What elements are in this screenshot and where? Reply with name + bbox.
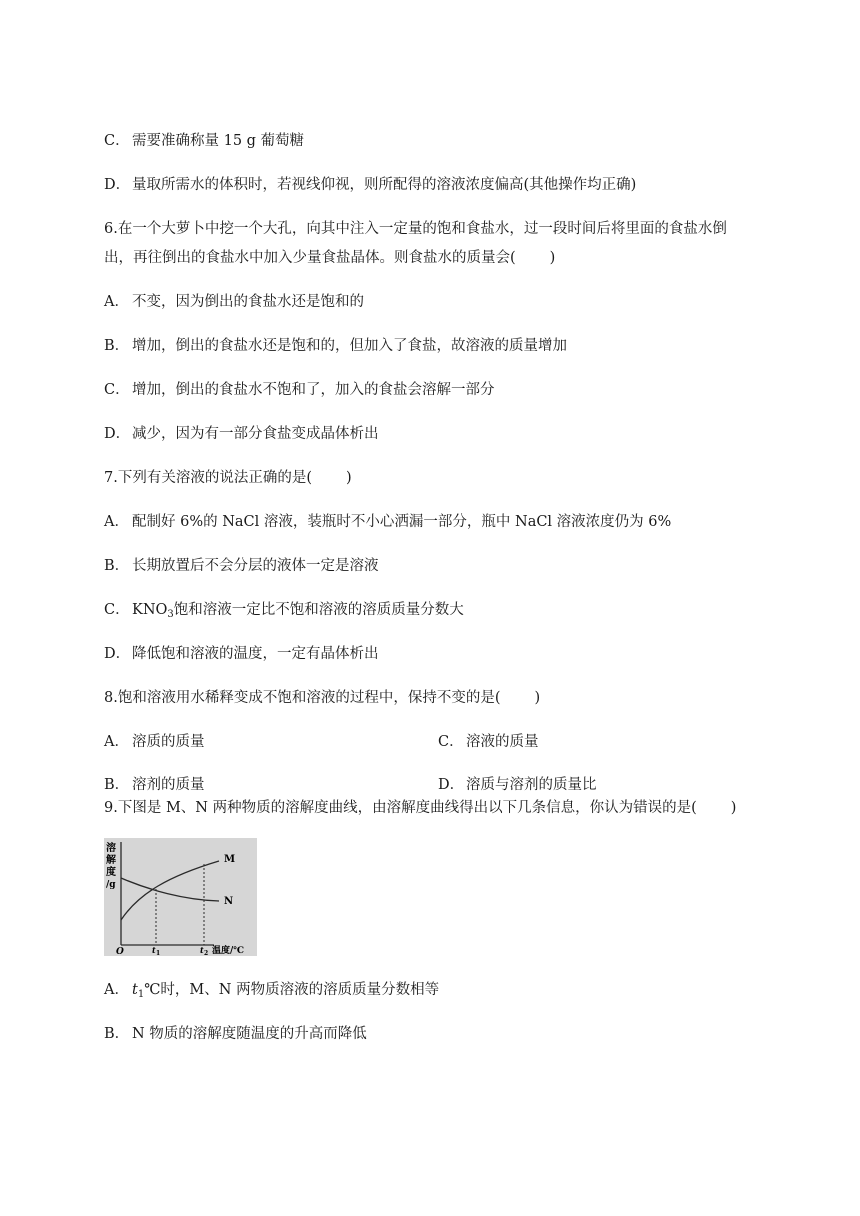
option-var: t	[132, 982, 138, 998]
q6-stem-text: 出，再往倒出的食盐水中加入少量食盐晶体。则食盐水的质量会(	[104, 250, 516, 266]
q5-option-d	[104, 175, 636, 195]
curve-n-label: N	[224, 896, 234, 907]
q6-stem-line1: 6.在一个大萝卜中挖一个大孔，向其中注入一定量的饱和食盐水，过一段时间后将里面的食盐水倒	[104, 221, 727, 237]
option-label: C．	[104, 382, 130, 398]
option-text: 不变，因为倒出的食盐水还是饱和的	[132, 294, 364, 310]
q6-option-d	[104, 424, 379, 444]
q7-stem	[104, 468, 352, 488]
origin-label: O	[116, 947, 124, 956]
option-label: D．	[104, 177, 131, 193]
option-text: 溶质与溶剂的质量比	[466, 777, 597, 793]
option-text: 溶剂的质量	[132, 777, 205, 793]
t1-label: t	[152, 945, 156, 955]
option-text: 降低饱和溶液的温度，一定有晶体析出	[132, 646, 379, 662]
q8-option-b	[104, 775, 205, 795]
option-label: B．	[104, 777, 130, 793]
ylabel-3: 度	[106, 867, 116, 878]
q6-stem-close: )	[549, 250, 556, 266]
q8-option-a	[104, 732, 205, 752]
q7-option-a	[104, 512, 671, 532]
q7-stem-text: 7.下列有关溶液的说法正确的是(	[104, 470, 312, 486]
t2-label: t	[200, 945, 204, 955]
ylabel-4: /g	[106, 880, 116, 890]
option-text: 增加，倒出的食盐水不饱和了，加入的食盐会溶解一部分	[132, 382, 495, 398]
option-text: N 物质的溶解度随温度的升高而降低	[132, 1026, 367, 1042]
option-label: D．	[438, 777, 465, 793]
q6-option-a	[104, 292, 364, 312]
q7-option-b	[104, 556, 379, 576]
q8-stem-text: 8.饱和溶液用水稀释变成不饱和溶液的过程中，保持不变的是(	[104, 690, 501, 706]
option-text: 减少，因为有一部分食盐变成晶体析出	[132, 426, 379, 442]
q8-stem	[104, 688, 540, 708]
ylabel-1: 溶	[106, 843, 116, 854]
q9-option-b	[104, 1024, 367, 1044]
option-label: C．	[438, 734, 464, 750]
option-label: B．	[104, 558, 130, 574]
q9-stem	[104, 798, 736, 818]
subscript: 3	[167, 609, 174, 620]
option-text: ℃时，M、N 两物质溶液的溶质质量分数相等	[144, 982, 440, 998]
option-text-formula: KNO	[132, 602, 168, 618]
option-text: 饱和溶液一定比不饱和溶液的溶质质量分数大	[173, 602, 464, 618]
xlabel: 温度/℃	[212, 946, 245, 956]
option-label: D．	[104, 426, 131, 442]
q6-option-b	[104, 336, 567, 356]
option-text: 溶液的质量	[466, 734, 539, 750]
q9-stem-close: )	[730, 800, 737, 816]
q8-option-d	[438, 775, 597, 795]
q7-option-d	[104, 644, 379, 664]
curve-m-label: M	[224, 854, 236, 865]
solubility-curve-svg	[104, 838, 257, 956]
q8-stem-close: )	[534, 690, 541, 706]
option-label: D．	[104, 646, 131, 662]
option-label: A．	[104, 294, 129, 310]
solubility-curve-figure	[104, 838, 257, 956]
option-text: 增加，倒出的食盐水还是饱和的，但加入了食盐，故溶液的质量增加	[132, 338, 567, 354]
subscript: 1	[137, 989, 145, 1000]
option-label: B．	[104, 338, 130, 354]
option-text: 需要准确称量 15 g 葡萄糖	[132, 133, 305, 149]
q9-stem-text: 9.下图是 M、N 两种物质的溶解度曲线，由溶解度曲线得出以下几条信息，你认为错误的是(	[104, 800, 697, 816]
option-text: 长期放置后不会分层的液体一定是溶液	[132, 558, 379, 574]
ylabel-2: 解	[106, 855, 116, 866]
option-label: A．	[104, 734, 129, 750]
option-label: B．	[104, 1026, 130, 1042]
option-label: A．	[104, 514, 129, 530]
option-label: C．	[104, 133, 130, 149]
t1-sub-label: 1	[156, 950, 161, 956]
q7-option-c	[104, 600, 464, 625]
option-text: 量取所需水的体积时，若视线仰视，则所配得的溶液浓度偏高(其他操作均正确)	[132, 177, 637, 193]
option-label: A．	[104, 982, 129, 998]
option-label: C．	[104, 602, 130, 618]
t2-sub-label: 2	[204, 950, 209, 956]
q9-option-a	[104, 980, 439, 1005]
q8-option-c	[438, 732, 539, 752]
q5-option-c	[104, 131, 304, 151]
q7-stem-close: )	[346, 470, 352, 486]
option-text: 配制好 6%的 NaCl 溶液，装瓶时不小心洒漏一部分，瓶中 NaCl 溶液浓度仍为 6%	[132, 514, 672, 530]
q6-option-c	[104, 380, 495, 400]
q6-stem-line2	[104, 248, 555, 268]
option-text: 溶质的质量	[132, 734, 205, 750]
